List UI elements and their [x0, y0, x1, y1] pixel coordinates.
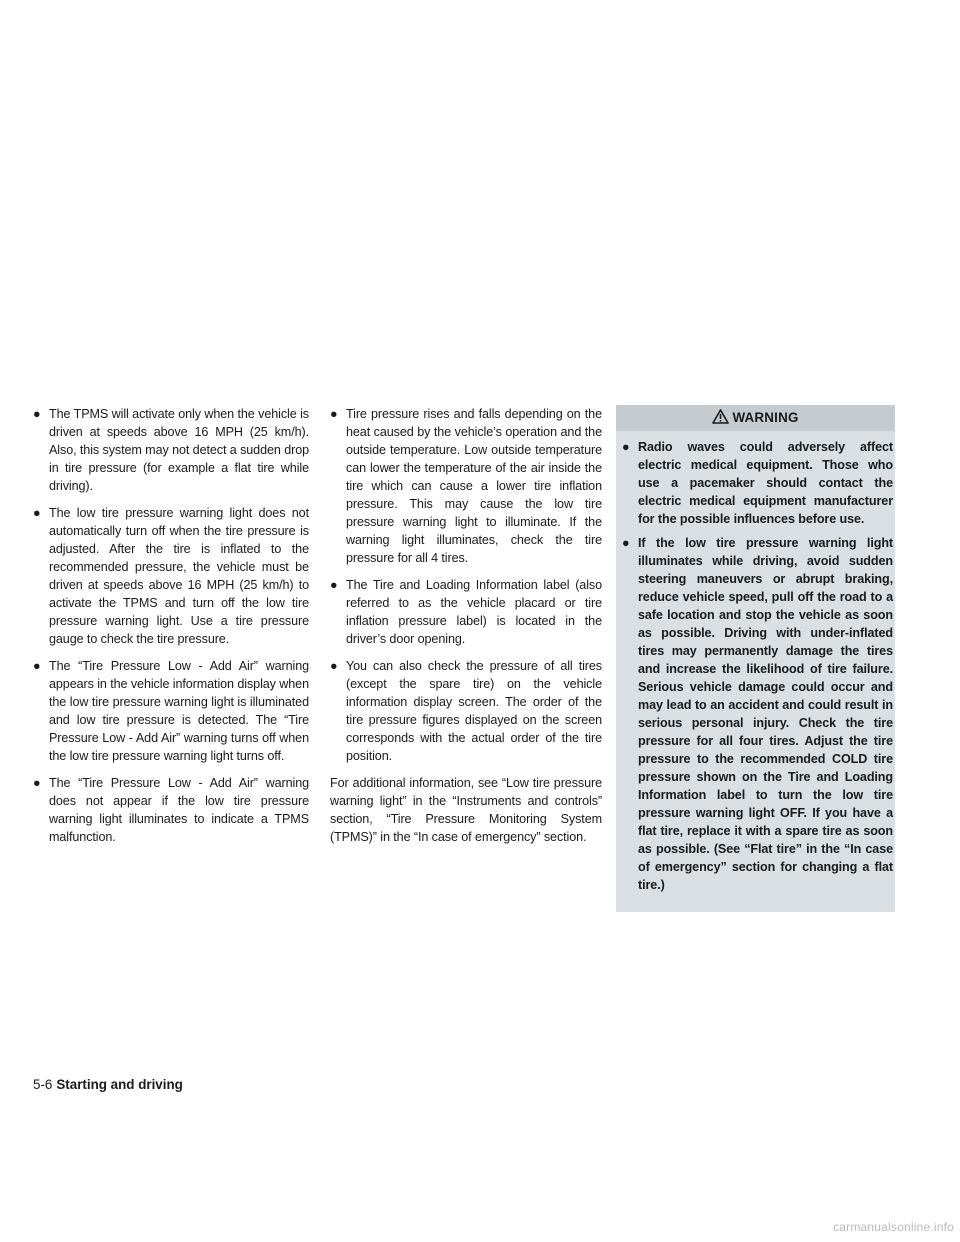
middle-column	[330, 405, 602, 846]
bullet-icon: ●	[330, 407, 338, 421]
list-item-text: The “Tire Pressure Low - Add Air” warning does not appear if the low tire pressure warning light illuminates to indicate a TPMS malfunction.	[49, 776, 309, 844]
bullet-icon: ●	[330, 659, 338, 673]
bullet-icon: ●	[330, 578, 338, 592]
warning-box	[616, 405, 895, 912]
warning-bullet-list	[616, 431, 893, 894]
additional-info-paragraph: For additional information, see “Low tire pressure warning light” in the “Instruments and controls” section, “Tire Pressure Monitoring System (TPMS)” in the “In case of emergency” section.	[330, 776, 602, 844]
list-item-text: Radio waves could adversely affect electric medical equipment. Those who use a pacemaker should contact the electric medical equipment manufacturer for the possible influences before use.	[638, 440, 893, 526]
middle-bullet-list	[330, 405, 602, 765]
section-title: Starting and driving	[56, 1077, 183, 1092]
bullet-icon: ●	[33, 776, 41, 790]
page-footer	[33, 1076, 183, 1094]
list-item-text: The low tire pressure warning light does not automatically turn off when the tire pressure is adjusted. After the tire is inflated to the recommended pressure, the vehicle must be driven at speeds above 16 MPH (25 km/h) to activate the TPMS and turn off the low tire pressure warning light. Use a tire pressure gauge to check the tire pressure.	[49, 506, 309, 646]
bullet-icon: ●	[622, 440, 630, 454]
warning-header	[616, 405, 895, 431]
bullet-icon: ●	[33, 659, 41, 673]
warning-triangle-icon	[712, 409, 729, 424]
list-item	[33, 657, 309, 765]
left-column	[33, 405, 309, 855]
watermark: carmanualsonline.info	[833, 1220, 954, 1234]
list-item	[330, 576, 602, 648]
bullet-icon: ●	[622, 536, 630, 550]
list-item-text: The Tire and Loading Information label (also referred to as the vehicle placard or tire inflation pressure label) is located in the driver’s door opening.	[346, 578, 602, 646]
list-item	[622, 438, 893, 528]
list-item	[33, 504, 309, 648]
list-item-text: If the low tire pressure warning light illuminates while driving, avoid sudden steering maneuvers or abrupt braking, reduce vehicle speed, pull off the road to a safe location and stop the vehicle as soon as possible. Driving with under-inflated tires may permanently damage the tires and increase the likelihood of tire failure. Serious vehicle damage could occur and may lead to an accident and could result in serious personal injury. Check the tire pressure for all four tires. Adjust the tire pressure to the recommended COLD tire pressure shown on the Tire and Loading Information label to turn the low tire pressure warning light OFF. If you have a flat tire, replace it with a spare tire as soon as possible. (See “Flat tire” in the “In case of emergency” section for changing a flat tire.)	[638, 536, 893, 892]
left-bullet-list	[33, 405, 309, 846]
right-column	[616, 405, 895, 912]
list-item	[622, 534, 893, 894]
list-item-text: The TPMS will activate only when the vehicle is driven at speeds above 16 MPH (25 km/h). Also, this system may not detect a sudden drop in tire pressure (for example a flat tire while driving).	[49, 407, 310, 493]
list-item-text: Tire pressure rises and falls depending on the heat caused by the vehicle’s operation and the outside temperature. Low outside temperature can lower the temperature of the air inside the tire which can cause a lower tire inflation pressure. This may cause the low tire pressure warning light to illuminate. If the warning light illuminates, check the tire pressure for all 4 tires.	[346, 407, 602, 565]
list-item-text: The “Tire Pressure Low - Add Air” warning appears in the vehicle information display when the low tire pressure warning light is illuminated and low tire pressure is detected. The “Tire Pressure Low - Add Air” warning turns off when the low tire pressure warning light turns off.	[49, 659, 309, 763]
bullet-icon: ●	[33, 407, 41, 421]
list-item	[330, 657, 602, 765]
list-item	[33, 774, 309, 846]
page-number: 5-6	[33, 1077, 53, 1092]
warning-title: WARNING	[732, 410, 799, 425]
list-item	[33, 405, 309, 495]
bullet-icon: ●	[33, 506, 41, 520]
list-item	[330, 405, 602, 567]
list-item-text: You can also check the pressure of all tires (except the spare tire) on the vehicle information display screen. The order of the tire pressure figures displayed on the screen corresponds with the actual order of the tire position.	[346, 659, 602, 763]
